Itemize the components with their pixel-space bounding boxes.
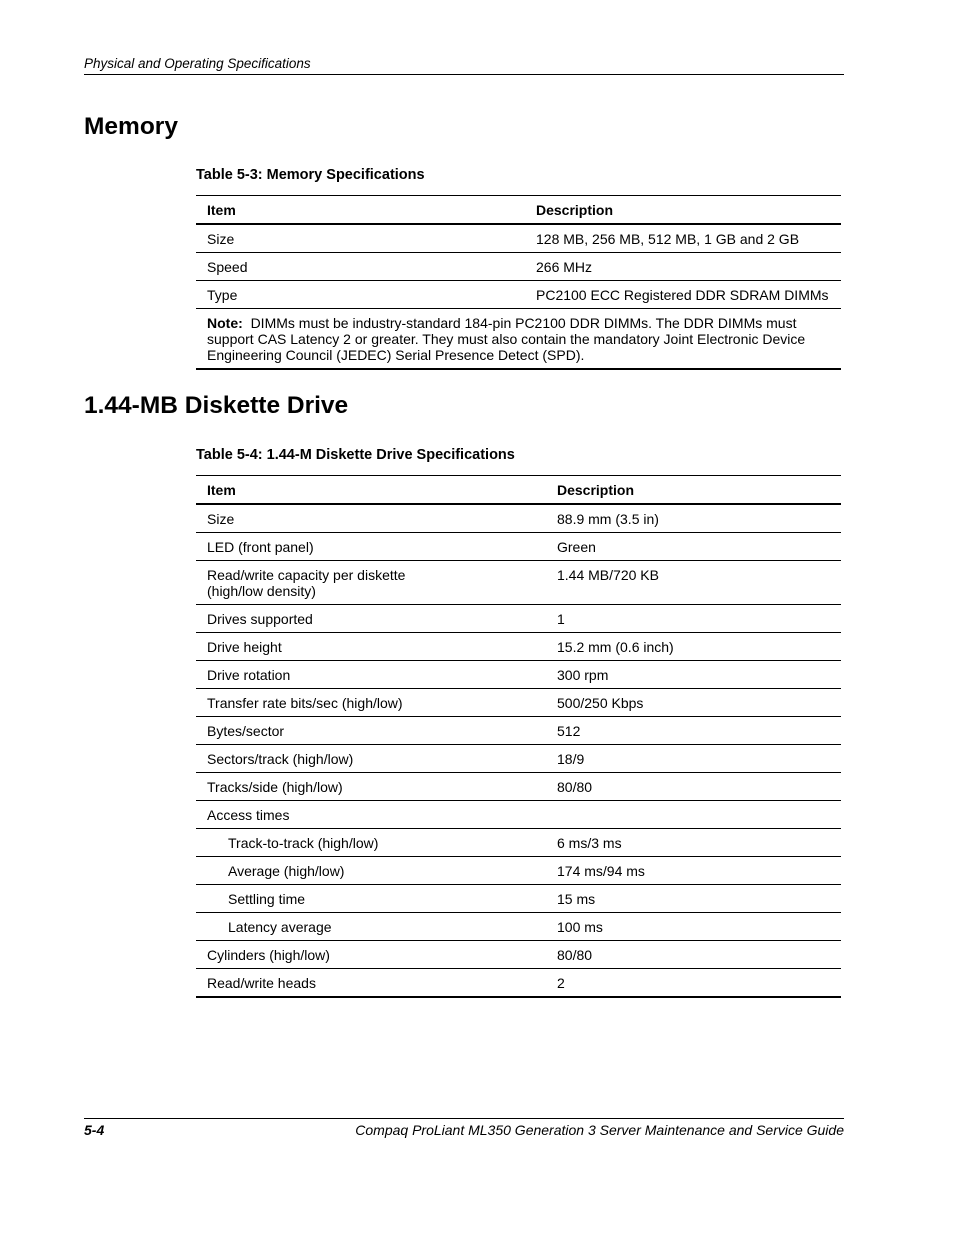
item-cell: Tracks/side (high/low)	[196, 773, 546, 801]
table-row	[196, 773, 841, 801]
description-cell: 500/250 Kbps	[546, 689, 841, 717]
memory-table-caption: Table 5-3: Memory Specifications	[196, 167, 425, 183]
column-header-item: Item	[196, 196, 525, 225]
description-cell: 1.44 MB/720 KB	[546, 561, 841, 605]
item-cell: Size	[196, 224, 525, 253]
item-cell: Size	[196, 504, 546, 533]
item-cell: Average (high/low)	[196, 857, 546, 885]
diskette-table-caption: Table 5-4: 1.44-M Diskette Drive Specifications	[196, 447, 515, 463]
column-header-item: Item	[196, 476, 546, 505]
item-cell	[196, 561, 546, 605]
running-header: Physical and Operating Specifications	[84, 56, 844, 75]
table-row	[196, 561, 841, 605]
description-cell: 174 ms/94 ms	[546, 857, 841, 885]
description-cell: 18/9	[546, 745, 841, 773]
column-header-description: Description	[525, 196, 841, 225]
description-cell: 1	[546, 605, 841, 633]
note-cell	[196, 309, 841, 370]
item-cell: Transfer rate bits/sec (high/low)	[196, 689, 546, 717]
table-row	[196, 717, 841, 745]
description-cell: PC2100 ECC Registered DDR SDRAM DIMMs	[525, 281, 841, 309]
item-cell: Cylinders (high/low)	[196, 941, 546, 969]
note-row	[196, 309, 841, 370]
table-header-row	[196, 476, 841, 505]
memory-spec-table	[196, 195, 841, 370]
description-cell: 6 ms/3 ms	[546, 829, 841, 857]
description-cell: 15 ms	[546, 885, 841, 913]
description-cell	[546, 801, 841, 829]
description-cell: 512	[546, 717, 841, 745]
item-cell: Settling time	[196, 885, 546, 913]
memory-section-title: Memory	[84, 113, 178, 140]
table-row	[196, 857, 841, 885]
item-cell: Speed	[196, 253, 525, 281]
item-cell: Drive height	[196, 633, 546, 661]
description-cell: 2	[546, 969, 841, 998]
item-cell: Access times	[196, 801, 546, 829]
item-cell: Drive rotation	[196, 661, 546, 689]
item-cell: Bytes/sector	[196, 717, 546, 745]
description-cell: 88.9 mm (3.5 in)	[546, 504, 841, 533]
table-row	[196, 941, 841, 969]
description-cell: 80/80	[546, 941, 841, 969]
table-row	[196, 253, 841, 281]
item-cell: Track-to-track (high/low)	[196, 829, 546, 857]
table-row	[196, 224, 841, 253]
table-row	[196, 504, 841, 533]
description-cell: 266 MHz	[525, 253, 841, 281]
table-row	[196, 801, 841, 829]
table-row	[196, 281, 841, 309]
table-row	[196, 689, 841, 717]
column-header-description: Description	[546, 476, 841, 505]
note-text: DIMMs must be industry-standard 184-pin PC2100 DDR DIMMs. The DDR DIMMs must support CAS Latency 2 or greater. They must also contain the mandatory Joint Electronic Device Engineering Council (JEDEC) Serial Presence Detect (SPD).	[207, 315, 806, 363]
table-row	[196, 969, 841, 998]
description-cell: 80/80	[546, 773, 841, 801]
item-cell: Read/write heads	[196, 969, 546, 998]
table-row	[196, 829, 841, 857]
table-row	[196, 913, 841, 941]
description-cell: 100 ms	[546, 913, 841, 941]
page-number: 5-4	[84, 1122, 105, 1138]
item-cell: Latency average	[196, 913, 546, 941]
table-row	[196, 533, 841, 561]
item-cell: Type	[196, 281, 525, 309]
description-cell: 15.2 mm (0.6 inch)	[546, 633, 841, 661]
guide-title: Compaq ProLiant ML350 Generation 3 Server Maintenance and Service Guide	[355, 1122, 844, 1138]
table-row	[196, 633, 841, 661]
running-footer	[84, 1118, 844, 1138]
diskette-spec-table	[196, 475, 841, 998]
description-cell: 300 rpm	[546, 661, 841, 689]
description-cell: Green	[546, 533, 841, 561]
note-label: Note:	[207, 315, 243, 331]
item-cell: Sectors/track (high/low)	[196, 745, 546, 773]
table-header-row	[196, 196, 841, 225]
table-row	[196, 605, 841, 633]
item-cell: LED (front panel)	[196, 533, 546, 561]
description-cell: 128 MB, 256 MB, 512 MB, 1 GB and 2 GB	[525, 224, 841, 253]
diskette-section-title: 1.44-MB Diskette Drive	[84, 392, 349, 419]
table-row	[196, 745, 841, 773]
item-cell: Drives supported	[196, 605, 546, 633]
item-sublabel: (high/low density)	[207, 583, 316, 599]
table-row	[196, 661, 841, 689]
item-label: Read/write capacity per diskette	[207, 567, 406, 583]
table-row	[196, 885, 841, 913]
